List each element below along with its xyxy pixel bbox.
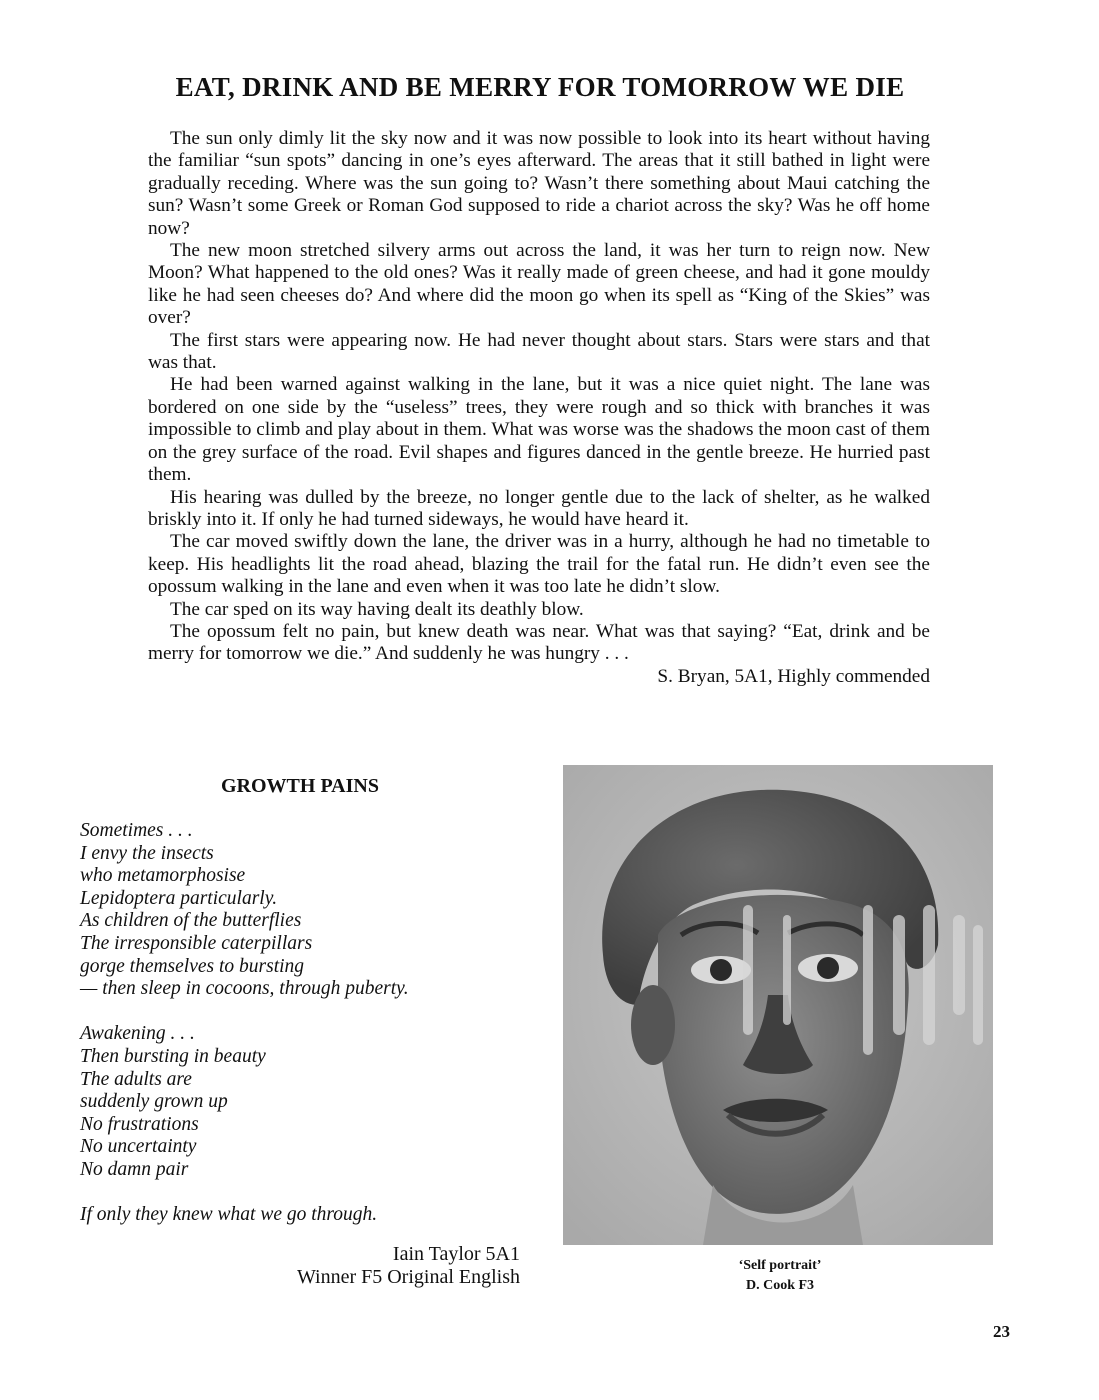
story-paragraph: The sun only dimly lit the sky now and it was now possible to look into its heart without having the familiar “sun spots” dancing in one’s eyes afterward. The areas that it still bathed in light were gradually receding. Where was the sun going to? Wasn’t there something about Maui catching the sun? Wasn’t some Greek or Roman God supposed to ride a chariot across the sky? Was he off home now? [148, 128, 930, 239]
poem-line: Then bursting in beauty [80, 1045, 266, 1067]
poem-line: I envy the insects [80, 842, 214, 864]
poem-line: — then sleep in cocoons, through puberty. [80, 978, 409, 1000]
poem-line: No damn pair [80, 1158, 189, 1180]
poem-line: The irresponsible caterpillars [80, 932, 313, 954]
poem-title: GROWTH PAINS [221, 775, 379, 797]
story-paragraph: The first stars were appearing now. He had never thought about stars. Stars were stars and that was that. [148, 329, 930, 374]
story-paragraph: The new moon stretched silvery arms out across the land, it was her turn to reign now. New Moon? What happened to the old ones? Was it really made of green cheese, and had it gone mouldy like he had seen cheeses do? And where did the moon go when its spell as “King of the Skies” was over? [148, 240, 930, 329]
poem-stanza [80, 1204, 540, 1227]
story-paragraph: He had been warned against walking in the lane, but it was a nice quiet night. The lane was bordered on one side by the “useless” trees, they were rough and so thick with branches it was impossible to climb and play about in them. What was worse was the shadows the moon cast of them on the grey surface of the road. Evil shapes and figures danced in the gentle breeze. He hurried past them. [148, 374, 930, 486]
poem-line: suddenly grown up [80, 1091, 228, 1113]
portrait-drawing [563, 765, 993, 1245]
caption-title: ‘Self portrait’ [738, 1258, 822, 1273]
poem-stanza [80, 1023, 540, 1181]
page-number: 23 [993, 1322, 1010, 1341]
poem-line: No frustrations [80, 1113, 199, 1135]
story-byline: S. Bryan, 5A1, Highly commended [657, 665, 930, 687]
story-paragraph: The opossum felt no pain, but knew death was near. What was that saying? “Eat, drink and be merry for tomorrow we die.” And suddenly he was hungry . . . [148, 620, 930, 665]
caption-artist: D. Cook F3 [745, 1278, 815, 1293]
poem-line: No uncertainty [80, 1136, 197, 1158]
poem-line: The adults are [80, 1068, 192, 1090]
poem-line: Lepidoptera particularly. [80, 887, 278, 909]
poem-author: Iain Taylor 5A1 [392, 1243, 520, 1265]
portrait-caption [680, 1256, 880, 1296]
poem-line: gorge themselves to bursting [80, 955, 305, 977]
story-paragraph: His hearing was dulled by the breeze, no longer gentle due to the lack of shelter, as he walked briskly into it. If only he had turned sideways, he would have heard it. [148, 486, 930, 530]
poem-line: If only they knew what we go through. [80, 1204, 378, 1226]
poem-credit [230, 1243, 520, 1289]
story-body [148, 128, 930, 688]
poem-stanza [80, 820, 540, 1001]
poem-line: Awakening . . . [80, 1023, 195, 1045]
poem-body [80, 820, 540, 1249]
self-portrait-image [563, 765, 993, 1245]
poem-line: who metamorphosise [80, 865, 246, 887]
story-title: EAT, DRINK AND BE MERRY FOR TOMORROW WE DIE [175, 72, 905, 102]
poem-line: Sometimes . . . [80, 820, 193, 841]
poem-award: Winner F5 Original English [296, 1266, 520, 1288]
story-paragraph: The car sped on its way having dealt its deathly blow. [170, 598, 584, 620]
story-paragraph: The car moved swiftly down the lane, the driver was in a hurry, although he had no timetable to keep. His headlights lit the road ahead, blazing the trail for the fatal run. He didn’t even see the opossum walking in the lane and even when it was too late he didn’t slow. [148, 531, 930, 598]
poem-line: As children of the butterflies [80, 910, 302, 932]
